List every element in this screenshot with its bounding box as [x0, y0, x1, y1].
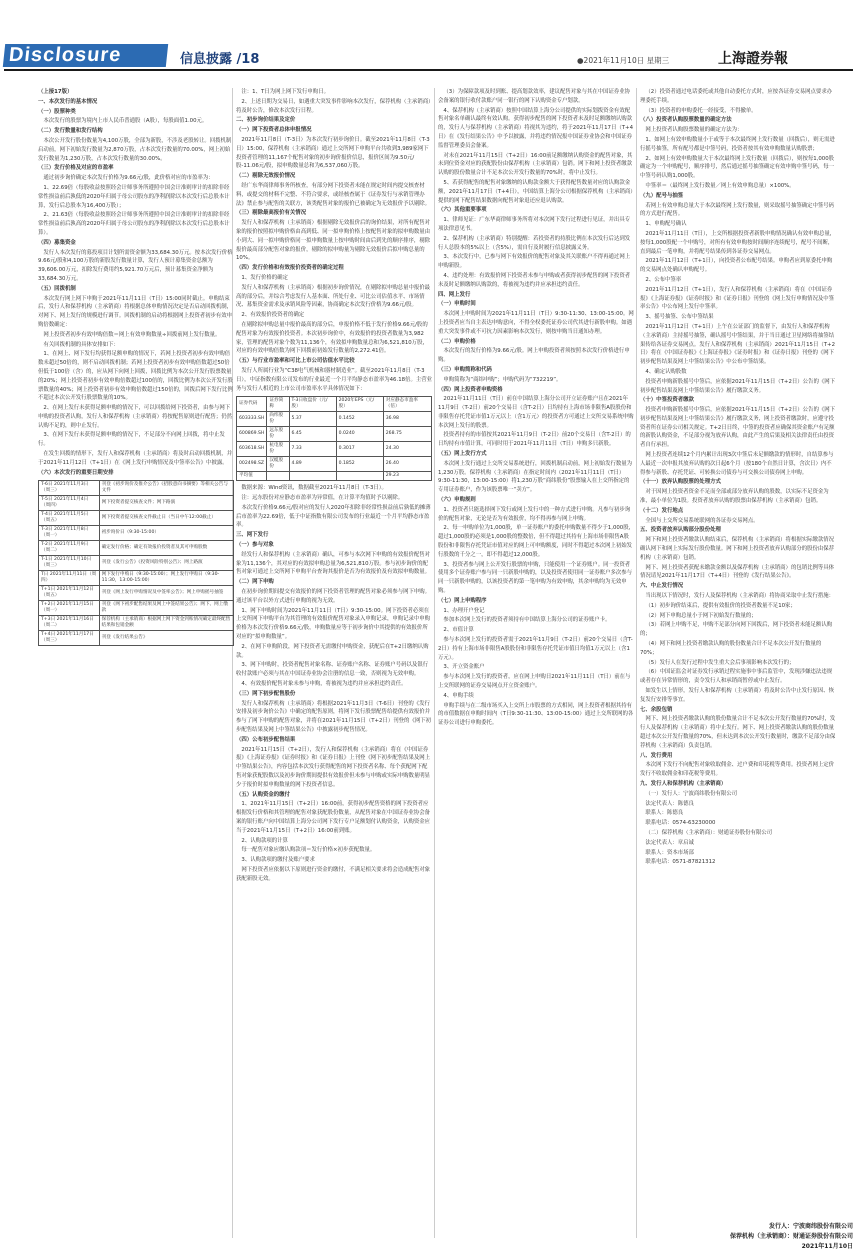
paragraph: 本次发行的发行价格为9.66元/股。网上申购投资者须按照本次发行价格进行申购。 — [438, 348, 630, 364]
table-cell: T+3日 2021年11月16日（周二） — [39, 616, 100, 631]
paragraph: 2、每一申购单位为1,000股，单一证券账户的委托申购数量不得少于1,000股，超过1,000股的必须是1,000股的整数倍，但不得超过其持有上海市场非限售A股股份和非限售存托凭证市值对应的网上可申购额度，同时不得超过本次网上初始发行股数的千分之一，即不得超过12,000股。 — [438, 525, 635, 558]
section-heading: （八）投资者认购股票数量的确定方法 — [640, 117, 732, 124]
column-divider — [434, 88, 435, 1238]
paragraph: 3、开立资金账户 — [443, 664, 485, 671]
paragraph: 3、认购款项的缴付及账户要求 — [241, 857, 315, 864]
section-heading: （六）本次发行的重要日期安排 — [38, 469, 114, 476]
paragraph: 5、若获得配售的配售对象缴纳的认购款金额大于获得配售数量对应的认购款金额，2021年11月17日（T+4日），中国结算上海分公司根据保荐机构（主承销商）提供的网下配售结果数据向配售对象退还应退认购款。 — [438, 179, 633, 204]
paragraph: 若网上有效申购总量大于本次最终网上发行数量，则采取摇号抽签确定中签号码的方式进行配售。 — [640, 202, 835, 218]
table-row — [39, 556, 234, 571]
paragraph: 1、如网上有效申购数量小于或等于本次最终网上发行数量（回拨后），则无需进行摇号抽签，所有配号都是中签号码，投资者按其有效申购数量认购股票； — [640, 136, 835, 152]
paragraph: 联系电话：0571-87821312 — [645, 859, 716, 866]
table-cell: T-3日收盘价（元/股） — [289, 397, 336, 412]
section-heading: 六、中止发行情况 — [640, 583, 684, 590]
article-column-1 — [38, 88, 234, 649]
table-cell: 0.1452 — [336, 412, 383, 427]
paragraph: 2021年11月15日（T+2日），发行人和保荐机构（主承销商）将在《中国证券报》《上海证券报》《证券时报》和《证券日报》上刊登《网下初步配售结果及网上中签结果公告》，内容包括本次发行获得配售的网下投资者名称、每个获配网下配售对象获配股数以及初步询价期间提供有效报价但未参与申购或实际申购数量明显少于报价时拟申购数量的网下投资者信息。 — [236, 746, 431, 788]
column-2-paragraphs-continued — [236, 484, 432, 883]
section-heading: 二、初步询价结果及定价 — [236, 117, 296, 124]
paragraph: 2、如网上有效申购数量大于本次最终网上发行数量（回拨后），则按每1,000股确定为一个申购配号，顺序排号，然后通过摇号抽签确定有效申购中签号码，每一中签号码认购1,000股。 — [640, 155, 835, 180]
paragraph: 在发生回拨的情形下，发行人和保荐机构（主承销商）将及时启动回拨机制，并于2021年11月12日（T+1日）在《网上发行申购情况及中签率公告》中披露。 — [38, 451, 233, 466]
table-row — [39, 541, 234, 556]
section-heading: （四）网上投资者申购资格 — [438, 386, 503, 393]
paragraph: 法定代表人：章启诚 — [645, 839, 694, 846]
paragraph: 申购手续与在二级市场买入上交所上市股票的方式相同，网上投资者根据其持有的市值数据在申购时间内（T日9:30-11:30、13:00-15:00）通过上交所联网的各证券公司进行申购委托。 — [438, 702, 634, 727]
paragraph: 投资者申购新股摇号中签后，应依据2021年11月15日（T+2日）公告的《网下初步配售结果及网上中签结果公告》履行缴款义务，网上投资者缴款时，应遵守投资者所在证券公司相关规定。T+2日日终，中签的投资者应确保其资金账户有足额的新股认购资金，不足部分视为放弃认购，由此产生的后果及相关法律责任由投资者自行承担。 — [640, 407, 836, 449]
table-cell: 杭电股份 — [267, 442, 289, 457]
paragraph: 1、2021年11月15日（T+2日）16:00前，获得初步配售资格的网下投资者应根据发行价格和其管理的配售对象获配股份数量，从配售对象在中国证券业协会备案的银行账户向中国结算上海分公司网下发行专户足额划付认购资金，认购资金应当于2021年11月15日（T+2日）16:00前到账。 — [236, 801, 431, 834]
table-cell: 网下发行申购日（9:30-15:00）；网上发行申购日（9:30-11:30，13:00-15:00） — [99, 571, 233, 586]
paragraph: （二）保荐机构（主承销商）：财通证券股份有限公司 — [645, 829, 773, 836]
section-heading: （五）回拨机制 — [38, 285, 76, 292]
paragraph: （5）发行人在发行过程中发生重大会后事项影响本次发行的； — [645, 659, 795, 666]
comparable-companies-table — [236, 396, 432, 481]
paragraph: 2、在网下申购阶段，网下投资者无需缴付申购资金，获配后在T+2日缴纳认购款。 — [236, 643, 429, 659]
table-cell: 24.30 — [383, 442, 431, 457]
header-divider — [4, 69, 853, 71]
paragraph: 本次发行的股票为境内上市人民币普通股（A股），每股面值1.00元。 — [43, 118, 208, 125]
paragraph: 数据来源：Wind资讯，数据截至2021年11月8日（T-3日）。 — [241, 485, 387, 492]
paragraph: 通过初步询价确定本次发行价格为9.66元/股，此价格对应的市盈率为： — [43, 175, 214, 182]
table-row — [39, 496, 234, 511]
paragraph: 1、发行价格的确定 — [241, 274, 288, 281]
section-heading: （五）认购资金的缴付 — [236, 791, 290, 798]
paragraph: （2）投资者通过电话委托或其他自动委托方式时，应按各证券交易网点要求办理委托手续。 — [640, 89, 833, 104]
paragraph: 本次发行网上网下申购于2021年11月11日（T日）15:00同时截止。申购结束后，发行人和保荐机构（主承销商）将根据总体申购情况决定是否启动回拨机制，对网下、网上发行的规模进行调节。回拨机制的启动将根据网上投资者初步有效申购倍数确定： — [38, 295, 233, 328]
section-heading: （十二）发行地点 — [640, 507, 684, 514]
schedule-table — [38, 480, 234, 646]
section-heading: （二）剔除无效报价情况 — [236, 173, 296, 180]
paragraph: 网下、网上投资者获配未缴款金额以及保荐机构（主承销商）的包销比例等具体情况请见2021年11月17日（T+4日）刊登的《发行结果公告》。 — [640, 564, 835, 580]
section-heading: （一）申购时间 — [438, 301, 476, 308]
paragraph: 2、有效报价投资者的确定 — [241, 312, 305, 319]
page-label: 信息披露 /18 — [180, 52, 260, 67]
article-column-3 — [438, 88, 634, 729]
paragraph: 2021年11月11日（T日），上交所根据投资者新股申购情况确认有效申购总量，按每1,000股配一个申购号，对所有有效申购按时间顺序连续配号，配号不间断，直到最后一笔申购，并将配号结果传到各证券交易网点。 — [640, 230, 836, 255]
paragraph: 1、投资者只能选择网下发行或网上发行中的一种方式进行申购。凡参与初步询价的配售对象，无论是否为有效报价，均不得再参与网上申购。 — [438, 506, 631, 522]
section-heading: 九、发行人和保荐机构（主承销商） — [640, 780, 727, 787]
paragraph: 网上投资者认购股票数量的确定方法为： — [645, 127, 743, 134]
paragraph: 网上投资者初步有效申购倍数＝网上有效申购数量÷回拨前网上发行数量。 — [43, 331, 221, 338]
table-cell: 0.0240 — [336, 427, 383, 442]
paragraph: 发行人和保荐机构（主承销商）将根据2021年11月3日（T-6日）刊登的《发行安排及初步询价公告》中确定的配售原则，将网下发行股票配售给提供有效报价并参与了网下申购的配售对象，并将在2021年11月15日（T+2日）刊登的《网下初步配售结果及网上中签结果公告》中披露初步配售情况。 — [236, 700, 432, 734]
paragraph: 参与本次网上发行的投资者需于2021年11月9日（T-2日）前20个交易日（含T-2日）持有上海市场非限售A股股份和非限售存托凭证市值日均值1万元以上（含1万元）。 — [438, 637, 633, 661]
paragraph: 申购简称为“商纬申购”；申购代码为“732219”。 — [443, 376, 562, 383]
section-heading: （十一）放弃认购股票的处理方式 — [640, 479, 721, 486]
paragraph: （1）初步询价结束后，提供有效报价的投资者数量不足10家； — [645, 602, 796, 609]
table-cell: 603333.SH — [237, 412, 267, 427]
paragraph: 注：1、T日为网上网下发行申购日。 — [241, 89, 329, 95]
table-row — [237, 397, 432, 412]
paragraph: 发行人所属行业为“C38电气机械和器材制造业”。截至2021年11月8日（T-3日），中证指数有限公司发布的行业最近一个月平均静态市盈率为46.18倍。主营业务与发行人相近的上市公司市盈率水平具体情况如下： — [236, 367, 433, 392]
table-cell: T-4日 2021年11月5日（周五） — [39, 511, 100, 526]
table-row — [39, 511, 234, 526]
table-cell: 保荐机构（主承销商）根据网上网下资金到账情况确定最终配售结果和包销金额 — [99, 616, 233, 631]
table-cell — [267, 472, 289, 481]
paragraph: （一）发行人：宁波商纬股份有限公司 — [645, 790, 738, 797]
table-row — [39, 586, 234, 601]
table-cell: 6.45 — [289, 427, 336, 442]
paragraph: 当出现以下情况时，发行人及保荐机构（主承销商）将协商采取中止发行措施： — [645, 593, 835, 600]
table-cell: 刊登《发行公告》《投资风险特别公告》；网上路演 — [99, 556, 233, 571]
table-row — [39, 481, 234, 496]
table-cell: 对应静态市盈率（倍） — [383, 397, 431, 412]
paragraph: 2021年11月12日（T+1日），发行人和保荐机构（主承销商）将在《中国证券报》《上海证券报》《证券时报》和《证券日报》刊登的《网上发行申购情况及中签率公告》中公布网上发行中签率。 — [640, 286, 835, 311]
issue-date: ●2021年11月10日 星期三 — [577, 56, 670, 65]
table-cell: T-6日 2021年11月3日（周三） — [39, 481, 100, 496]
section-heading: （三）剔除最高报价有关情况 — [236, 210, 307, 217]
paragraph: 全国与上交所交易系统联网的各证券交易网点。 — [645, 517, 759, 524]
section-heading: （九）配号与抽签 — [640, 192, 684, 199]
table-row — [39, 616, 234, 631]
table-row — [237, 472, 432, 481]
table-cell: 证券简称 — [267, 397, 289, 412]
section-heading: （二）申购价格 — [438, 338, 476, 345]
paragraph: 网下、网上投资者缴款认购的股份数量合计不足本次公开发行数量的70%时，发行人及保荐机构（主承销商）将中止发行。网下、网上投资者缴款认购的股份数量超过本次公开发行数量的70%，但未达到本次公开发行数量时，缴款不足部分由保荐机构（主承销商）负责包销。 — [640, 716, 836, 749]
paragraph: 在剔除拟申购总量中报价最高的部分后，申报价格不低于发行价格9.66元/股的配售对象为有效报价投资者。本次初步询价中，有效报价的投资者数量为3,982家，管理的配售对象个数为11,136个，有效拟申购数量总和为6,521,810万股，对应的有效申购倍数为网下回拨前初始发行数量的2,272.41倍。 — [236, 321, 428, 355]
paragraph: 经发行人和保荐机构（主承销商）确认，可参与本次网下申购的有效报价配售对象为11,136个，其对应的有效拟申购总量为6,521,810万股。参与初步询价的配售对象可通过上交所网下申购平台查询其报价是否为有效报价及有效拟申购数量。 — [236, 551, 431, 576]
section-heading: 四、网上发行 — [438, 291, 471, 298]
paragraph: 4、有效报价配售对象未参与申购，将被视为违约并应承担违约责任。 — [241, 681, 407, 688]
paragraph: （3）投资者的申购委托一经接受，不得撤单。 — [645, 107, 757, 114]
paragraph: 发行人本次发行的募投项目计划所需资金额为33,684.30万元。按本次发行价格9.66元/股和4,100万股的新股发行数量计算，发行人预计募集资金总额为39,606.00万元，扣除发行费用约5,921.70万元后，预计募集资金净额为33,684.30万元。 — [38, 249, 233, 282]
paragraph: （4）网下和网上投资者缴款认购的股份数量合计不足本次公开发行数量的70%； — [640, 641, 822, 656]
table-cell: 证券代码 — [237, 397, 267, 412]
table-cell: 002498.SZ — [237, 457, 267, 472]
section-heading: （四）募集资金 — [38, 239, 76, 246]
table-cell: 29.23 — [383, 472, 431, 481]
paragraph: 2、上述日期为交易日，如遇重大突发事件影响本次发行，保荐机构（主承销商）将及时公告，修改本次发行日程。 — [236, 98, 431, 114]
paragraph: 投资者持有的市值按其2021年11月9日（T-2日）前20个交易日（含T-2日）的日均持有市值计算，可同时用于2021年11月11日（T日）申购多只新股。 — [438, 432, 631, 448]
paragraph: 1、申购配号确认 — [645, 221, 687, 228]
page-header — [0, 0, 857, 68]
column-2-paragraphs — [236, 88, 432, 393]
paragraph: 本次网下发行不向配售对象收取佣金、过户费和印花税等费用。投资者网上定价发行不收取佣金和印花税等费用。 — [640, 762, 835, 778]
paragraph: 3、本次发行中，已参与网下有效报价的配售对象及其关联账户不得再通过网上申购新股。 — [438, 254, 631, 270]
section-heading: （上接17版） — [38, 89, 73, 95]
table-cell: 0.3017 — [336, 442, 383, 457]
paragraph: 1、律师见证：广东华商律师事务所将对本次网下发行过程进行见证，并出具专项法律意见书。 — [438, 217, 631, 232]
paragraph: 对未在2021年11月15日（T+2日）16:00前足额缴纳认购资金的配售对象，其未到位资金对应的获配股份由保荐机构（主承销商）包销。网下和网上投资者缴款认购的股份数量合计不足本次公开发行数量的70%时，将中止发行。 — [438, 152, 633, 177]
section-heading: （二）发行数量和发行结构 — [38, 128, 103, 135]
table-cell: T+1日 2021年11月12日（周五） — [39, 586, 100, 601]
table-cell: 36.98 — [383, 412, 431, 427]
newspaper-logo: 上海證券報 — [718, 51, 788, 67]
section-heading: （二）网下申购 — [236, 579, 274, 586]
paragraph: 1、办理开户登记 — [443, 607, 485, 614]
paragraph: 2021年11月12日（T+1日）上午在公证部门的监督下，由发行人和保荐机构（主承销商）主持摇号抽签，确认摇号中签结果，并于当日通过卫星网络将抽签结果传给各证券交易网点。发行人和保荐机构（主承销商）2021年11月15日（T+2日）将在《中国证券报》《上海证券报》《证券时报》和《证券日报》刊登的《网下初步配售结果及网上中签结果公告》中公布中签结果。 — [640, 323, 836, 366]
paragraph: 网上投资者连续12个月内累计出现3次中签后未足额缴款的情形时，自结算参与人最近一次申报其放弃认购的次日起6个月（按180个自然日计算，含次日）内不得参与新股、存托凭证、可转换公司债券与可交换公司债券网上申购。 — [640, 452, 834, 476]
paragraph: 对于因网上投资者资金不足而全部或部分放弃认购的股数，以实际不足资金为准，最小单位为1股。投资者放弃认购的股票由保荐机构（主承销商）包销。 — [640, 489, 829, 505]
paragraph: 中签率＝（最终网上发行数量／网上有效申购总量）×100%。 — [645, 182, 795, 189]
section-heading: （六）其他重要事项 — [438, 207, 487, 214]
table-row — [39, 526, 234, 541]
paragraph: （6）中国证监会对证券发行承销过程实施事中事后监管中，发现涉嫌违法违规或者存在异常情形的，责令发行人和承销商暂停或中止发行。 — [640, 669, 833, 685]
paragraph: 本次公开发行股份数量为4,100万股，全部为新股，不涉及老股转让。回拨机制启动前，网下初始发行数量为2,870万股，占本次发行数量的70.00%，网上初始发行数量为1,230万股，占本次发行数量的30.00%。 — [38, 137, 232, 162]
paragraph: （3）为保障款项及时到账、提高划款效率，建议配售对象与其在中国证券业协会备案的银行收付款账户同一银行的网下认购资金专户划款。 — [438, 89, 631, 104]
column-3-paragraphs — [438, 88, 634, 728]
column-1-paragraphs — [38, 88, 234, 477]
table-cell: 刊登《初步询价及推介公告》《招股意向书摘要》等相关公告与文件 — [99, 481, 233, 496]
table-cell: 5.37 — [289, 412, 336, 427]
paragraph: 4、保荐机构（主承销商）按照中国结算上海分公司提供的实际划拨资金有效配售对象名单确认最终有效认购。获得初步配售的网下投资者未及时足额缴纳认购款的，发行人与保荐机构（主承销商）将视其为违约，将于2021年11月17日（T+4日）在《发行结果公告》中予以披露，并将违约情况报中国证券业协会和中国证券监督管理委员会备案。 — [438, 107, 634, 149]
table-row — [237, 442, 432, 457]
article-column-2 — [236, 88, 432, 885]
paragraph: 联系电话：0574-63230000 — [645, 820, 716, 827]
section-heading: （十）中签投资者缴款 — [640, 397, 694, 404]
paragraph: 网下和网上投资者缴款认购结束后，保荐机构（主承销商）将根据实际缴款情况确认网下和网上实际发行股份数量。网下和网上投资者放弃认购部分的股份由保荐机构（主承销商）包销。 — [640, 537, 835, 561]
column-divider — [636, 88, 637, 1238]
section-heading: （六）申购规则 — [438, 497, 476, 504]
paragraph: 1、在网上、网下发行均获得足额申购的情况下，若网上投资者初步有效申购倍数未超过50倍的，则不启动回拨机制；若网上投资者初步有效申购倍数超过50倍但低于100倍（含）的，应从网下向网上回拨，回拨比例为本次公开发行股票数量的20%；网上投资者初步有效申购倍数超过100倍的，回拨比例为本次公开发行股票数量的40%；网上投资者初步有效申购倍数超过150倍的，回拨后网下发行比例不超过本次公开发行股票数量的10%。 — [38, 351, 233, 402]
paragraph: 参加本次网上发行的投资者须持有中国结算上海分公司的证券账户卡。 — [443, 617, 611, 624]
paragraph: 4、违约处理：有效报价网下投资者未参与申购或者获得初步配售的网下投资者未及时足额缴纳认购款的，将被视为违约并应承担违约责任。 — [438, 272, 631, 288]
column-4-paragraphs — [640, 88, 836, 867]
table-cell: 刊登《发行结果公告》 — [99, 631, 233, 646]
paragraph: 本次网上发行通过上交所交易系统进行，回拨机制启动前，网上初始发行数量为1,230万股。保荐机构（主承销商）在指定时间内（2021年11月11日（T日）9:30-11:30，13:00-15:00）将1,230万股“商纬股份”股票输入在上交所指定的专用证券账户，作为该股票唯一“卖方”。 — [438, 460, 633, 494]
table-cell: 网下投资者提交核查文件；网下路演 — [99, 496, 233, 511]
table-cell: T-5日 2021年11月4日（周四） — [39, 496, 100, 511]
paragraph: 联系人：资本市场部 — [645, 849, 694, 856]
table-row — [237, 427, 432, 442]
table-cell: 初步询价日（9:30-15:00） — [99, 526, 233, 541]
paragraph: 投资者申购新股摇号中签后，应依据2021年11月15日（T+2日）公告的《网下初步配售结果及网上中签结果公告》履行缴款义务。 — [640, 378, 836, 394]
table-cell: 平均值 — [237, 472, 267, 481]
article-column-4 — [640, 88, 836, 868]
section-heading: （七）网上申购程序 — [438, 597, 487, 604]
section-heading: （三）发行价格及对应的市盈率 — [38, 165, 114, 172]
section-heading: （一）股票种类 — [38, 108, 76, 115]
footer-issuer: 发行人：宁波商纬股份有限公司 — [768, 1223, 853, 1230]
paragraph: 2021年11月11日（T日）前在中国结算上海分公司开立证券账户且在2021年11月9日（T-2日）前20个交易日（含T-2日）日均持有上海市场非限售A股股份和非限售存托凭证市值1万元以上（含1万元）的投资者方可通过上交所交易系统申购本次网上发行的股票。 — [438, 396, 634, 429]
paragraph: 本次发行价格9.66元/股对应的发行人2020年扣除非经常性损益前后孰低的摊薄后市盈率为22.69倍，低于中证指数有限公司发布的行业最近一个月平均静态市盈率。 — [236, 504, 431, 529]
section-heading: （五）网上发行方式 — [438, 451, 487, 458]
section-heading: 一、本次发行的基本情况 — [38, 98, 98, 105]
paragraph: 联系人：陈德良 — [645, 810, 684, 817]
paragraph: 如发生以上情形，发行人和保荐机构（主承销商）将及时公告中止发行原因、恢复发行安排等事宜。 — [640, 688, 835, 703]
section-heading: （三）网下初步配售股份 — [236, 690, 296, 697]
paragraph: 4、确定认购股数 — [645, 368, 687, 375]
paragraph: 1、网下申购时间为2021年11月11日（T日）9:30-15:00。网下投资者必须在上交所网下申购平台为其管理的有效报价配售对象录入申购记录，申购记录中申购价格为本次发行价格9.66元/股，申购数量应等于初步询价中其提供的有效报价所对应的“拟申购数量”。 — [236, 607, 431, 641]
table-row — [237, 457, 432, 472]
table-cell: 603618.SH — [237, 442, 267, 457]
paragraph: 在初步询价期间提交有效报价的网下投资者管理的配售对象必须参与网下申购。通过该平台以外方式进行申购的视为无效。 — [236, 589, 431, 604]
section-heading: （四）公布初步配售结果 — [236, 736, 296, 743]
paragraph: 注：远东股份对应静态市盈率为异常值，在计算平均值时予以剔除。 — [241, 495, 404, 502]
table-cell: 网下投资者提交核查文件截止日（当日中午12:00截止） — [99, 511, 233, 526]
table-row — [39, 601, 234, 616]
paragraph: 3、投资者参与网上公开发行股票的申购，只能使用一个证券账户。同一投资者使用多个证券账户参与同一只新股申购的，以及投资者使用同一证券账户多次参与同一只新股申购的，以该投资者的第一笔申购为有效申购，其余申购均为无效申购。 — [438, 561, 633, 595]
paragraph: 经广东华商律师事务所核查，有部分网下投资者未能在规定时间内提交核查材料，或提交的材料不完整、不符合要求，或经核查属于《证券发行与承销管理办法》禁止参与配售的关联方，该类配售对象的报价已被确定为无效报价予以剔除。 — [236, 182, 431, 207]
paragraph: 法定代表人：陈德良 — [645, 800, 694, 807]
footer-date: 2021年11月10日 — [801, 1243, 853, 1250]
paragraph: 有关回拨机制的具体安排如下： — [43, 341, 119, 348]
section-heading: 三、网下发行 — [236, 532, 269, 539]
paragraph: （3）若网上申购不足，申购不足部分向网下回拨后，网下投资者未能足额认购的； — [640, 622, 833, 638]
paragraph: 3、摇号抽签、公布中签结果 — [645, 314, 714, 321]
section-heading: （三）申购简称和代码 — [438, 366, 492, 373]
paragraph: 2、认购款项的计算 — [241, 837, 288, 844]
table-cell: 刊登《网上发行申购情况及中签率公告》；网上申购摇号抽签 — [99, 586, 233, 601]
section-heading: （四）发行价格和有效报价投资者的确定过程 — [236, 265, 344, 272]
table-cell: 汉缆股份 — [267, 457, 289, 472]
paragraph: 参与本次网上发行的投资者，应在网上申购日2021年11月11日（T日）前在与上交所联网的证券交易网点开立资金账户。 — [438, 674, 631, 689]
paragraph: 发行人和保荐机构（主承销商）根据剔除无效报价后的询价结果，对所有配售对象的报价按照拟申购价格由高到低、同一拟申购价格上按配售对象的拟申购数量由小到大、同一拟申购价格同一拟申购数量上按申购时间由后到先的顺序排序，剔除报价最高部分配售对象的报价，剔除的拟申购量为剔除无效报价后拟申购总量的10%。 — [236, 220, 431, 262]
paragraph: 3、在网下发行未获得足额申购的情况下，不足部分不向网上回拨，将中止发行。 — [38, 432, 225, 448]
paragraph: 2、保荐机构（主承销商）特别提醒：若投资者的持股比例在本次发行后达到发行人总股本的5%以上（含5%），需自行及时履行信息披露义务。 — [438, 235, 631, 251]
table-cell: T日 2021年11月11日（周四） — [39, 571, 100, 586]
paragraph: （2）网下申购总量小于网下初始发行数量的； — [645, 612, 757, 619]
paragraph: 发行人和保荐机构（主承销商）根据初步询价情况，在剔除拟申购总量中报价最高的部分后，并综合考虑发行人基本面、所处行业、可比公司估值水平、市场情况、募集资金需求及承销风险等因素，协商确定本次发行价格为9.66元/股。 — [236, 284, 431, 309]
paragraph: 2、21.63倍（每股收益按照经会计师事务所遵照中国会计准则审计的扣除非经常性损益前后孰高的2020年归属于母公司股东的净利润除以本次发行后总股本计算）。 — [38, 212, 230, 236]
section-heading: （一）参与对象 — [236, 542, 274, 549]
section-heading: 八、发行费用 — [640, 752, 673, 759]
table-cell: 尚纬股份 — [267, 412, 289, 427]
paragraph: 每一配售对象应缴认购款项＝发行价格×初步获配数量。 — [241, 847, 376, 854]
table-cell: T-2日 2021年11月9日（周二） — [39, 541, 100, 556]
section-heading: （一）网下投资者总体申报情况 — [236, 127, 312, 134]
paragraph: 4、申购手续 — [443, 692, 474, 699]
section-heading: 七、余股包销 — [640, 706, 673, 713]
table-cell: 0.1852 — [336, 457, 383, 472]
section-heading: （五）与行业市盈率和可比上市公司估值水平比较 — [236, 358, 355, 365]
table-cell: 2020年EPS（元/股） — [336, 397, 383, 412]
paragraph: 网下投资者应依据以下原则进行资金的缴付，不满足相关要求将会造成配售对象获配新股无效。 — [236, 866, 431, 882]
table-cell — [289, 472, 336, 481]
paragraph: 3、网下申购时，投资者配售对象名称、证券账户名称、证券账户号码以及银行收付款账户必须与其在中国证券业协会注册的信息一致，否则视为无效申购。 — [236, 662, 429, 678]
section-banner: Disclosure — [3, 44, 168, 67]
table-row — [39, 571, 234, 586]
article-footer — [640, 1222, 853, 1252]
table-cell: T+4日 2021年11月17日（周三） — [39, 631, 100, 646]
footer-underwriter: 保荐机构（主承销商）：财通证券股份有限公司 — [729, 1233, 853, 1240]
paragraph: 2、在网上发行未获得足额申购的情况下，可以回拨给网下投资者，由参与网下申购的投资者认购，发行人和保荐机构（主承销商）将按配售原则进行配售；仍然认购不足的，则中止发行。 — [38, 405, 233, 429]
table-cell: T+2日 2021年11月15日（周一） — [39, 601, 100, 616]
table-cell: 远东股份 — [267, 427, 289, 442]
table-cell: T-3日 2021年11月8日（周一） — [39, 526, 100, 541]
table-cell: 刊登《网下初步配售结果及网上中签结果公告》；网下、网上缴款 — [99, 601, 233, 616]
table-cell — [336, 472, 383, 481]
table-cell: T-1日 2021年11月10日（周三） — [39, 556, 100, 571]
table-cell: 确定发行价格；确定有效报价投资者及其可申购股数 — [99, 541, 233, 556]
table-cell: 268.75 — [383, 427, 431, 442]
paragraph: 本次网上申购时间为2021年11月11日（T日）9:30-11:30、13:00-15:00。网上投资者应当自主表达申购意向，不得全权委托证券公司代其进行新股申购。如遇重大突发事件或不可抗力因素影响本次发行，则按申购当日通知办理。 — [438, 311, 634, 335]
paragraph: 2、市值计算 — [443, 627, 474, 634]
table-cell: 7.33 — [289, 442, 336, 457]
table-row — [39, 631, 234, 646]
table-cell: 600869.SH — [237, 427, 267, 442]
table-cell: 26.40 — [383, 457, 431, 472]
paragraph: 2、公布中签率 — [645, 276, 682, 283]
table-cell: 4.89 — [289, 457, 336, 472]
section-heading: 五、投资者放弃认购部分股份处理 — [640, 527, 721, 534]
table-row — [237, 412, 432, 427]
paragraph: 1、22.69倍（每股收益按照经会计师事务所遵照中国会计准则审计的扣除非经常性损益前后孰低的2020年归属于母公司股东的净利润除以本次发行后总股本计算，发行后总股本为16,400万股）； — [38, 184, 230, 209]
paragraph: 2021年11月12日（T+1日），向投资者公布配号结果。申购者应到原委托申购的交易网点处确认申购配号。 — [640, 258, 833, 274]
paragraph: 2021年11月8日（T-3日）为本次发行初步询价日。截至2021年11月8日（T-3日）15:00，保荐机构（主承销商）通过上交所网下申购平台共收到3,989家网下投资者管理的11,167个配售对象的初步询价报价信息，报价区间为9.50元/股-11.06元/股，拟申购数量总和为6,537,060万股。 — [236, 136, 430, 170]
